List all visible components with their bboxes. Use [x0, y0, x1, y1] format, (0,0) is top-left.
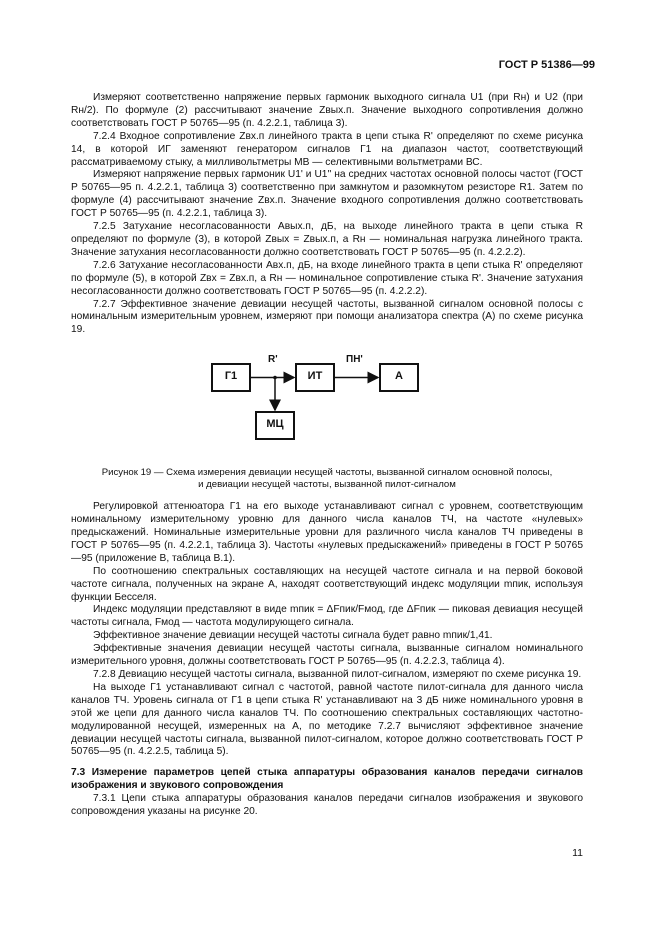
paragraph: 7.2.8 Девиацию несущей частоты сигнала, вызванной пилот-сигналом, измеряют по схеме рисунка 19.	[93, 669, 582, 680]
paragraph: 7.2.5 Затухание несогласованности Aвых.п, дБ, на выходе линейного тракта в цепи стыка R определяют по формуле (3), в которой Zвых = Zвых.п, а Rн — номинальная нагрузка линейного тракта. Значение затухания несогласованности должно соответствовать ГОСТ Р 50765—95 (п. 4.2.2.2).	[71, 221, 583, 258]
mc-label: МЦ	[266, 418, 284, 431]
figure-19-diagram	[71, 339, 583, 459]
paragraph: 7.2.7 Эффективное значение девиации несущей частоты, вызванной сигналом основной полосы с номинальным измерительным уровнем, измеряют при помощи анализатора спектра (А) по схеме рисунка 19.	[71, 298, 583, 336]
document-header: ГОСТ Р 51386—99	[498, 59, 595, 71]
diagram-lines	[71, 339, 583, 459]
page-number: 11	[572, 847, 583, 859]
caption-line-2: и девиации несущей частоты, вызванной пилот-сигналом	[198, 479, 456, 491]
caption-line-1: Рисунок 19 — Схема измерения девиации несущей частоты, вызванной сигналом основной полосы,	[101, 467, 553, 479]
r-prime-label: R'	[268, 354, 278, 366]
section-title: 7.3 Измерение параметров цепей стыка аппаратуры образования каналов передачи сигналов изображения и звукового сопровождения	[71, 767, 583, 792]
paragraph: Измеряют напряжение первых гармоник U1' и U1'' на средних частотах основной полосы частот (ГОСТ Р 50765—95 п. 4.2.2.1, таблица 3) соответственно при замкнутом и разомкнутом резисторе R1. Затем по формуле (4) рассчитывают значение Zвх.п. Значение входного сопротивления должно соответствовать ГОСТ Р 50765—95 (п. 4.2.2.1, таблица 3).	[71, 169, 583, 220]
page-content	[71, 92, 583, 819]
figure-caption	[71, 467, 583, 491]
g1-label: Г1	[224, 370, 238, 383]
junction-dot	[273, 376, 277, 380]
paragraph: Измеряют соответственно напряжение первых гармоник выходного сигнала U1 (при Rн) и U2 (при Rн/2). По формуле (2) рассчитывают значение Zвых.п. Значение выходного сопротивления должно соответствовать ГОСТ Р 50765—95 (п. 4.2.2.1, таблица 3).	[71, 92, 583, 129]
pn-prime-label: ПН'	[346, 354, 363, 366]
paragraph: 7.2.6 Затухание несогласованности Aвх.п, дБ, на входе линейного тракта в цепи стыка R' определяют по формуле (5), в которой Zвх = Zвх.п, а Rн — номинальное сопротивление стыка R'. Значение затухания несогласованности должно соответствовать ГОСТ Р 50765—95 (п. 4.2.2.2).	[71, 259, 583, 297]
a-label: А	[395, 370, 403, 383]
paragraph: 7.3.1 Цепи стыка аппаратуры образования каналов передачи сигналов изображения и звукового сопровождения указаны на рисунке 20.	[71, 793, 583, 818]
it-label: ИТ	[307, 370, 323, 383]
paragraph: 7.2.4 Входное сопротивление Zвх.п линейного тракта в цепи стыка R' определяют по схеме рисунка 14, в которой ИГ заменяют генератором сигналов Г1 на диапазон частот, соответствующий рассматриваемому стыку, а милливольтметры МВ — селективными вольтметрами ВС.	[71, 130, 583, 168]
paragraph: По соотношению спектральных составляющих на несущей частоте сигнала и на первой боковой частоте сигнала, полученных на экране А, находят соответствующий индекс модуляции mпик, используя функции Бесселя.	[71, 565, 583, 603]
paragraph: Индекс модуляции представляют в виде mпик = ΔFпик/Fмод, где ΔFпик — пиковая девиация несущей частоты сигнала, Fмод — частота модулирующего сигнала.	[71, 604, 583, 629]
paragraph: Регулировкой аттенюатора Г1 на его выходе устанавливают сигнал с уровнем, соответствующим номинальному измерительному уровню для данного числа каналов ТЧ, на частоте «нулевых» предыскажений. Номинальные измерительные уровни для различного числа каналов ТЧ приведены в ГОСТ Р 50765—95 (п. 4.2.2.1, таблица 3). Частоты «нулевых предыскажений» приведены в ГОСТ Р 50765—95 (приложение В, таблица В.1).	[71, 501, 583, 564]
paragraph: Эффективное значение девиации несущей частоты сигнала будет равно mпик/1,41.	[93, 630, 493, 642]
paragraph: На выходе Г1 устанавливают сигнал с частотой, равной частоте пилот-сигнала для данного числа каналов ТЧ. Уровень сигнала от Г1 в цепи стыка R' устанавливают на 3 дБ ниже номинального уровня в этой же цепи для данного числа каналов ТЧ. По соотношению спектральных составляющих частотно-модулированной несущей, измеренных на А, по методике 7.2.7 вычисляют эффективное значение девиации несущей частоты сигнала, вызванной пилот-сигналом, которое должно соответствовать ГОСТ Р 50765—95 (п. 4.2.2.5, таблица 5).	[71, 681, 583, 758]
paragraph: Эффективные значения девиации несущей частоты сигнала, вызванные сигналом номинального измерительного уровня, должны соответствовать ГОСТ Р 50765—95 (п. 4.2.2.3, таблица 4).	[71, 643, 583, 668]
